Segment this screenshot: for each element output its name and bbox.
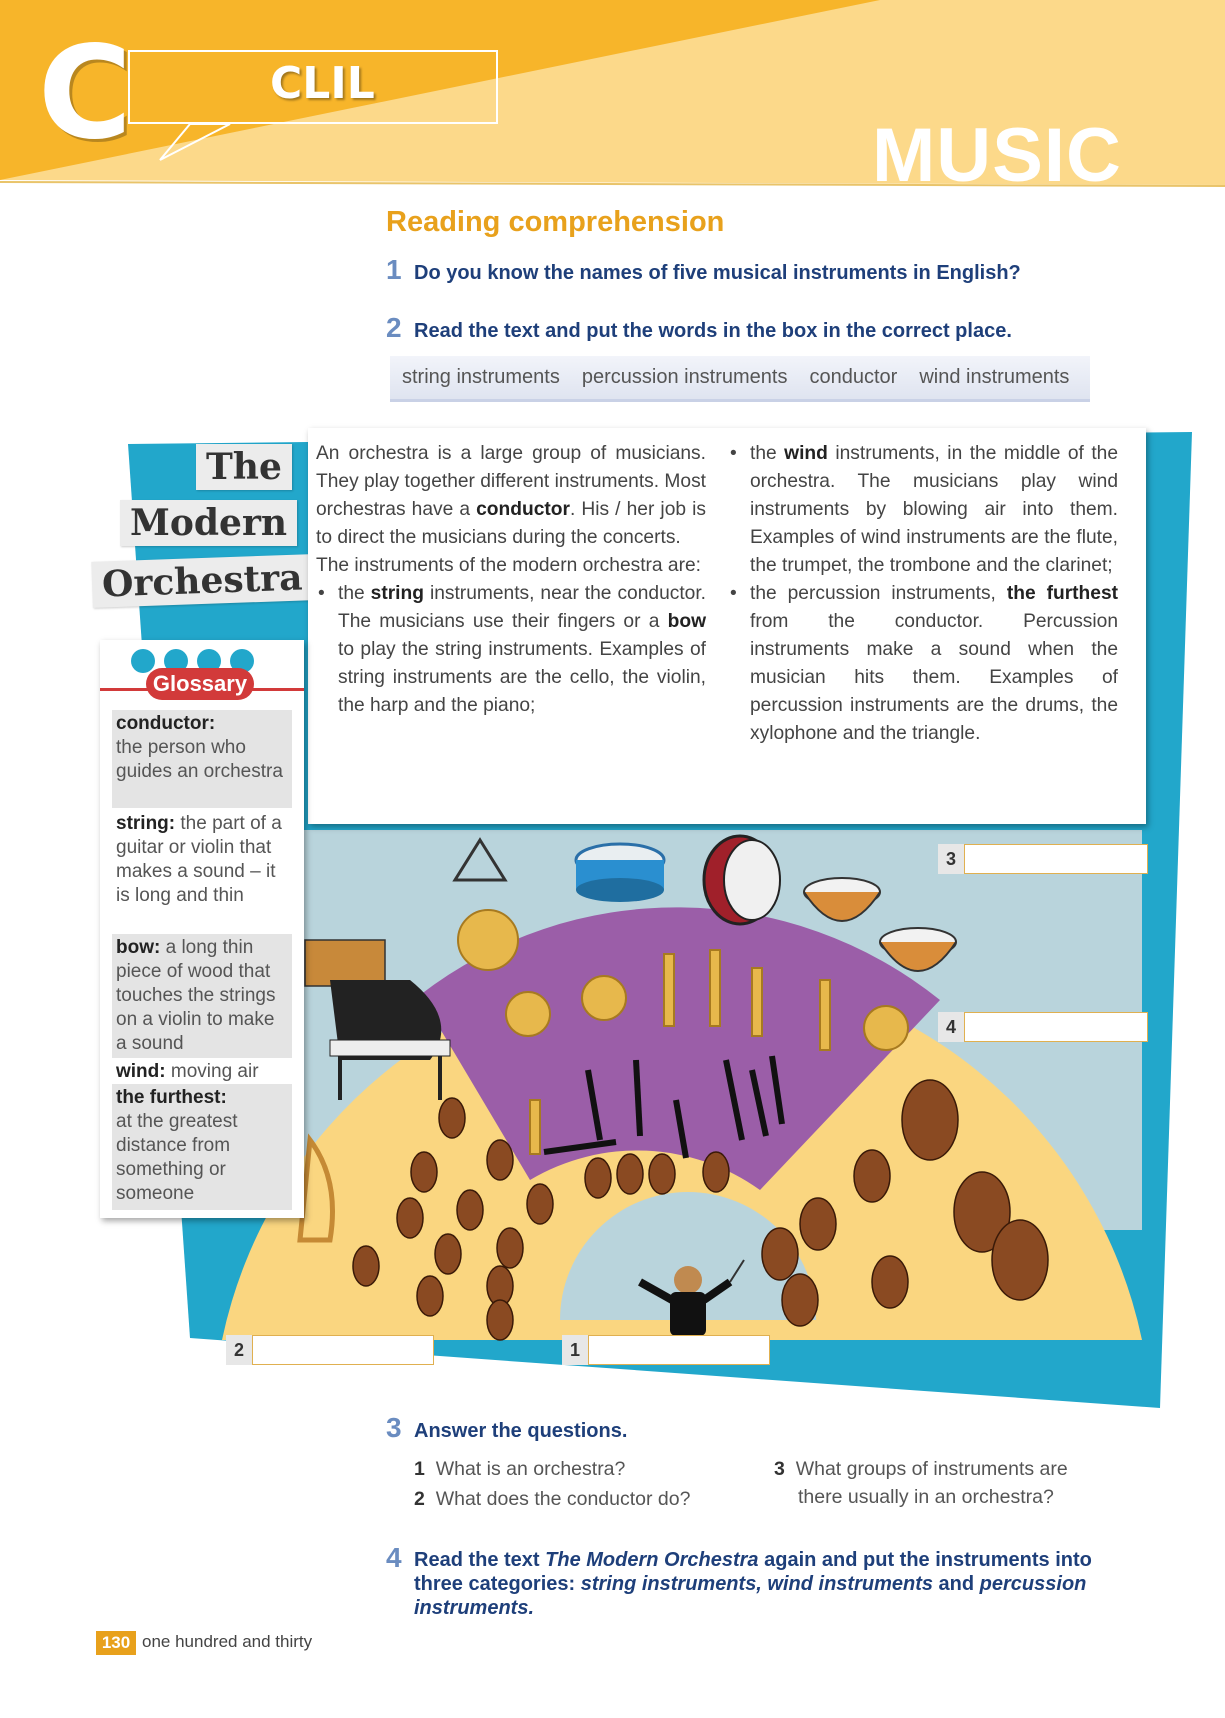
- exercise-4-instruction: Read the text The Modern Orchestra again and put the instruments into three categories: string instruments, wind instruments and percussion instruments.: [414, 1549, 1092, 1619]
- glossary-entry: bow: a long thin piece of wood that touches the strings on a violin to make a sound: [112, 934, 292, 1058]
- word-box: [390, 356, 1090, 402]
- article-intro-list-lead: The instruments of the modern orchestra are:: [316, 555, 701, 576]
- question-item: 1 What is an orchestra?: [414, 1458, 626, 1480]
- question-item: 2 What does the conductor do?: [414, 1488, 691, 1510]
- question-item: 3 What groups of instruments are: [774, 1458, 1068, 1480]
- word-box-item: string instruments: [402, 366, 560, 388]
- wind-instruments-bullet: • the wind instruments, in the middle of the orchestra. The musicians play wind instruments by blowing air into them. Examples of wind instruments are the flute, the trumpet, the trombone and the clarinet;: [750, 440, 1118, 580]
- exercise-1-number: 1: [386, 254, 402, 285]
- glossary-title: Glossary: [146, 668, 254, 700]
- exercise-2-instruction: Read the text and put the words in the box in the correct place.: [414, 320, 1012, 342]
- label-1-number: 1: [562, 1335, 588, 1365]
- article-title-line: Orchestra: [91, 554, 313, 608]
- exercise-4-number: 4: [386, 1542, 402, 1573]
- article-title-line: Modern: [120, 500, 297, 546]
- article-title-line: The: [196, 444, 292, 490]
- clil-label: CLIL: [270, 58, 375, 109]
- article-intro: An orchestra is a large group of musicians. They play together different instruments. Most orchestras have a conductor. His / her job is to direct the musicians during the concerts.: [316, 443, 706, 548]
- page-number-words: one hundred and thirty: [142, 1632, 313, 1651]
- exercise-3-instruction: Answer the questions.: [414, 1420, 628, 1442]
- article-column-2: [728, 440, 1118, 748]
- exercise-3-number: 3: [386, 1412, 402, 1443]
- word-box-item: percussion instruments: [581, 366, 788, 388]
- reading-heading: Reading comprehension: [386, 206, 725, 238]
- label-2-number: 2: [226, 1335, 252, 1365]
- label-4-answer-box[interactable]: [964, 1012, 1148, 1042]
- word-box-item: wind instruments: [919, 366, 1070, 388]
- glossary-entry: the furthest: at the greatest distance from something or someone: [112, 1084, 292, 1210]
- exercise-1-instruction: Do you know the names of five musical instruments in English?: [414, 262, 1021, 284]
- label-3-answer-box[interactable]: [964, 844, 1148, 874]
- word-box-item: conductor: [809, 366, 898, 388]
- question-item-continued: there usually in an orchestra?: [798, 1486, 1054, 1508]
- article-column-1: [316, 440, 706, 720]
- glossary-entry: string: the part of a guitar or violin that makes a sound – it is long and thin: [116, 813, 282, 906]
- glossary-entry: wind: moving air: [116, 1061, 259, 1082]
- subject-title: MUSIC: [872, 113, 1122, 198]
- unit-letter: C: [38, 19, 130, 168]
- percussion-instruments-bullet: • the percussion instruments, the furthest from the conductor. Percussion instruments make a sound when the musician hits them. Examples of percussion instruments are the drums, the xylophone and the triangle.: [750, 580, 1118, 748]
- label-2-answer-box[interactable]: [252, 1335, 434, 1365]
- label-3-number: 3: [938, 844, 964, 874]
- exercise-2-number: 2: [386, 312, 402, 343]
- string-instruments-bullet: • the string instruments, near the conductor. The musicians use their fingers or a bow to play the string instruments. Examples of string instruments are the cello, the violin, the harp and the piano;: [338, 580, 706, 720]
- label-1-answer-box[interactable]: [588, 1335, 770, 1365]
- article-text-panel: [308, 428, 1146, 824]
- page-number: 130: [96, 1631, 136, 1655]
- label-4-number: 4: [938, 1012, 964, 1042]
- glossary-entry: conductor: the person who guides an orchestra: [112, 710, 292, 808]
